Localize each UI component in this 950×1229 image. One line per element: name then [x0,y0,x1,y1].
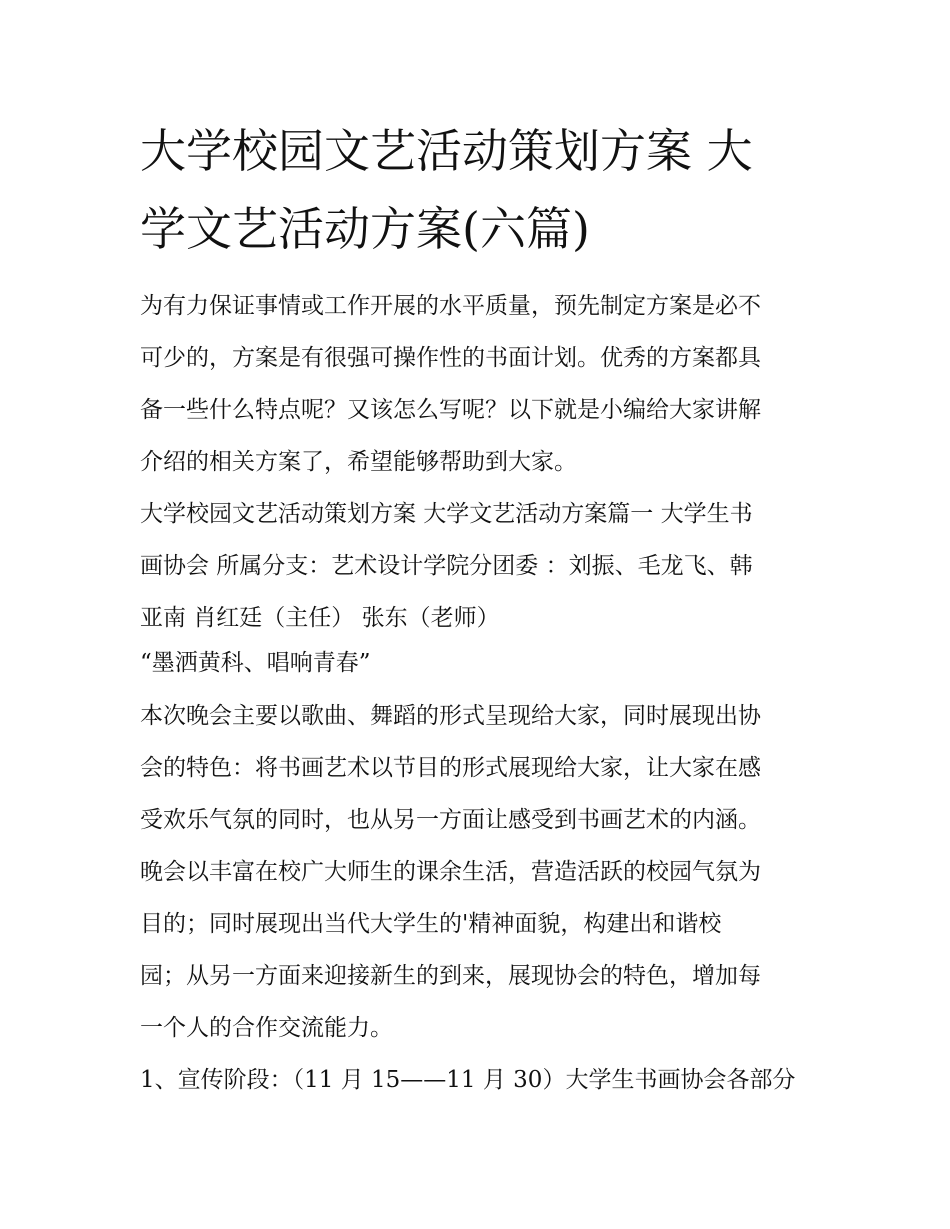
title-line: 大学校园文艺活动策划方案 大 [140,124,753,178]
text-line: 目的；同时展现出当代大学生的'精神面貌，构建出和谐校 [140,911,722,937]
stage-paragraph [140,1054,820,1106]
text-line: 晚会以丰富在校广大师生的课余生活，营造活跃的校园气氛为 [140,859,761,885]
text-line: 本次晚会主要以歌曲、舞蹈的形式呈现给大家，同时展现出协 [140,703,761,729]
title-line: 学文艺活动方案(六篇) [140,202,590,256]
text-line: 园；从另一方面来迎接新生的到来，展现协会的特色，增加每 [140,963,761,989]
text-line: 画协会 所属分支：艺术设计学院分团委 ：刘振、毛龙飞、韩 [140,553,753,579]
text-line: 可少的，方案是有很强可操作性的书面计划。优秀的方案都具 [140,345,761,371]
section-heading-paragraph [140,488,820,644]
text-line: 一个人的合作交流能力。 [140,1015,393,1041]
text-line: 介绍的相关方案了，希望能够帮助到大家。 [140,449,577,475]
text-line: 受欢乐气氛的同时，也从另一方面让感受到书画艺术的内涵。 [140,807,761,833]
text-line: 为有力保证事情或工作开展的水平质量，预先制定方案是必不 [140,293,761,319]
text-line: 备一些什么特点呢？又该怎么写呢？以下就是小编给大家讲解 [140,397,761,423]
text-line: 会的特色：将书画艺术以节目的形式展现给大家，让大家在感 [140,755,761,781]
text-line: 1、宣传阶段：（11 月 15——11 月 30）大学生书画协会各部分 [140,1067,796,1093]
slogan-text: “墨洒黄科、唱响青春” [140,650,371,676]
text-line: 大学校园文艺活动策划方案 大学文艺活动方案篇一 大学生书 [140,501,753,527]
document-body [140,280,820,1106]
text-line: 亚南 肖红廷（主任） 张东（老师） [140,605,500,631]
document-title [140,112,820,268]
slogan [140,644,820,690]
body-paragraph [140,690,820,1054]
intro-paragraph [140,280,820,488]
